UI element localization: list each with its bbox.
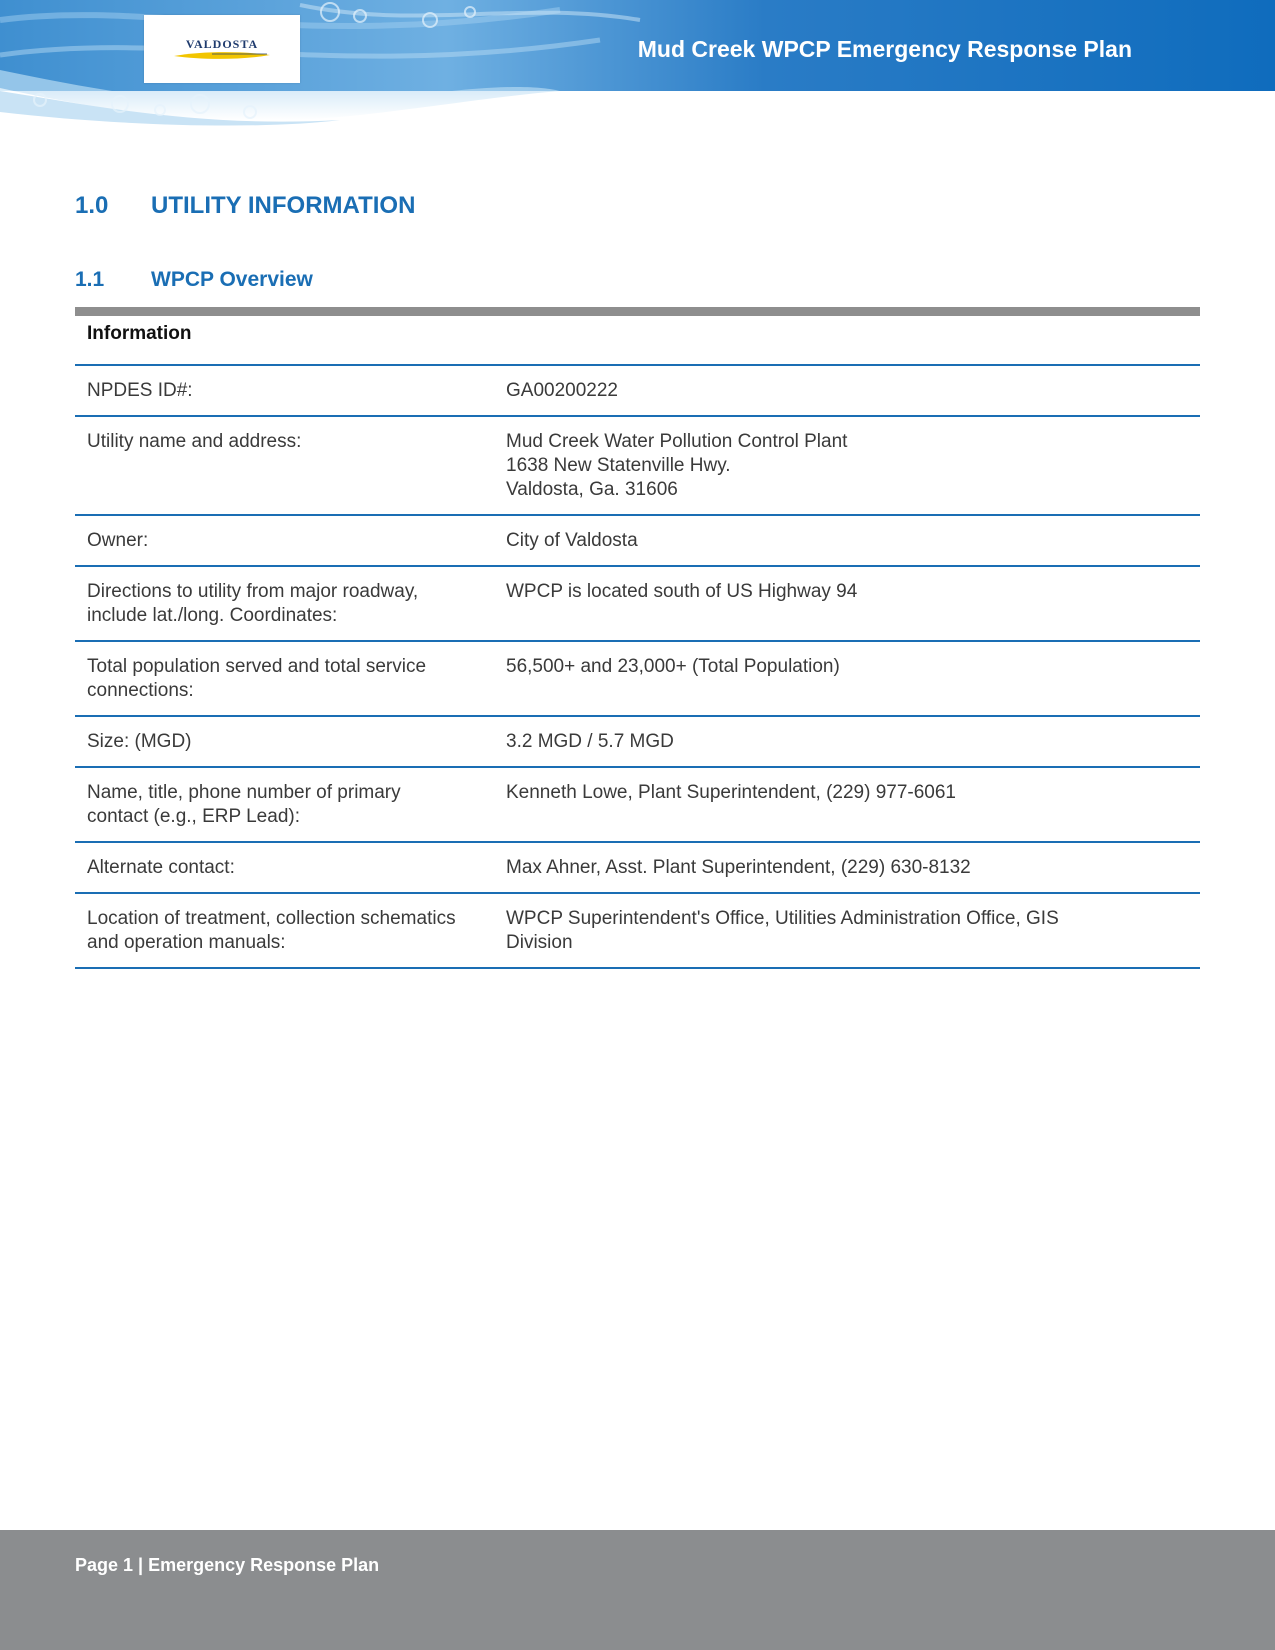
row-label-line: include lat./long. Coordinates: (87, 605, 338, 626)
row-value-line: City of Valdosta (506, 530, 638, 551)
row-value-line: Kenneth Lowe, Plant Superintendent, (229) 977-6061 (506, 782, 956, 803)
utility-information-table (75, 307, 1200, 969)
section-heading-1-0 (75, 192, 415, 220)
row-value-line: 1638 New Statenville Hwy. (506, 455, 731, 476)
row-label-line: Owner: (87, 530, 149, 551)
logo-swoosh-icon (172, 51, 272, 61)
valdosta-logo (144, 15, 300, 83)
subsection-heading-1-1 (75, 268, 313, 292)
row-value (506, 417, 1200, 514)
page-footer (0, 1530, 1275, 1650)
row-value (506, 642, 1200, 715)
row-value (506, 768, 1200, 841)
row-label (75, 843, 506, 892)
row-label (75, 717, 506, 766)
subsection-title: WPCP Overview (151, 268, 313, 291)
row-label-line: Location of treatment, collection schematics (87, 908, 456, 929)
row-value-line: Max Ahner, Asst. Plant Superintendent, (229) 630-8132 (506, 857, 971, 878)
table-header-row (75, 316, 1200, 366)
row-label-line: and operation manuals: (87, 932, 286, 953)
row-label-line: Name, title, phone number of primary (87, 782, 401, 803)
row-value-line: 56,500+ and 23,000+ (Total Population) (506, 656, 840, 677)
table-row (75, 366, 1200, 417)
subsection-number: 1.1 (75, 268, 105, 291)
row-value-line: WPCP Superintendent's Office, Utilities Administration Office, GIS (506, 908, 1059, 929)
table-row (75, 843, 1200, 894)
row-label (75, 642, 506, 715)
row-value-line: Valdosta, Ga. 31606 (506, 479, 678, 500)
table-row (75, 894, 1200, 969)
row-label (75, 417, 506, 514)
table-row (75, 717, 1200, 768)
row-label-line: contact (e.g., ERP Lead): (87, 806, 300, 827)
row-value-line: WPCP is located south of US Highway 94 (506, 581, 858, 602)
table-row (75, 642, 1200, 717)
header-banner (0, 0, 1275, 130)
table-row (75, 567, 1200, 642)
table-body (75, 366, 1200, 969)
row-label-line: Utility name and address: (87, 431, 302, 452)
logo-wordmark: VALDOSTA (185, 37, 259, 51)
row-label-line: Total population served and total service (87, 656, 427, 677)
row-label (75, 894, 506, 967)
row-label (75, 567, 506, 640)
row-value-line: Mud Creek Water Pollution Control Plant (506, 431, 848, 452)
section-number: 1.0 (75, 192, 109, 219)
row-value (506, 567, 1200, 640)
table-row (75, 768, 1200, 843)
document-title: Mud Creek WPCP Emergency Response Plan (637, 36, 1132, 62)
row-label (75, 516, 506, 565)
row-value (506, 843, 1200, 892)
row-value (506, 366, 1200, 415)
row-label (75, 366, 506, 415)
row-label-line: Size: (MGD) (87, 731, 192, 752)
row-label-line: NPDES ID#: (87, 380, 193, 401)
row-value (506, 516, 1200, 565)
row-value (506, 717, 1200, 766)
footer-page-label: Page 1 | Emergency Response Plan (75, 1555, 380, 1575)
row-value (506, 894, 1200, 967)
row-value-line: GA00200222 (506, 380, 618, 401)
row-label-line: Alternate contact: (87, 857, 235, 878)
row-value-line: Division (506, 932, 573, 953)
table-row (75, 417, 1200, 516)
table-header-cell: Information (87, 323, 192, 344)
row-label (75, 768, 506, 841)
section-title: UTILITY INFORMATION (151, 192, 416, 219)
row-label-line: Directions to utility from major roadway, (87, 581, 419, 602)
row-label-line: connections: (87, 680, 194, 701)
row-value-line: 3.2 MGD / 5.7 MGD (506, 731, 674, 752)
table-row (75, 516, 1200, 567)
